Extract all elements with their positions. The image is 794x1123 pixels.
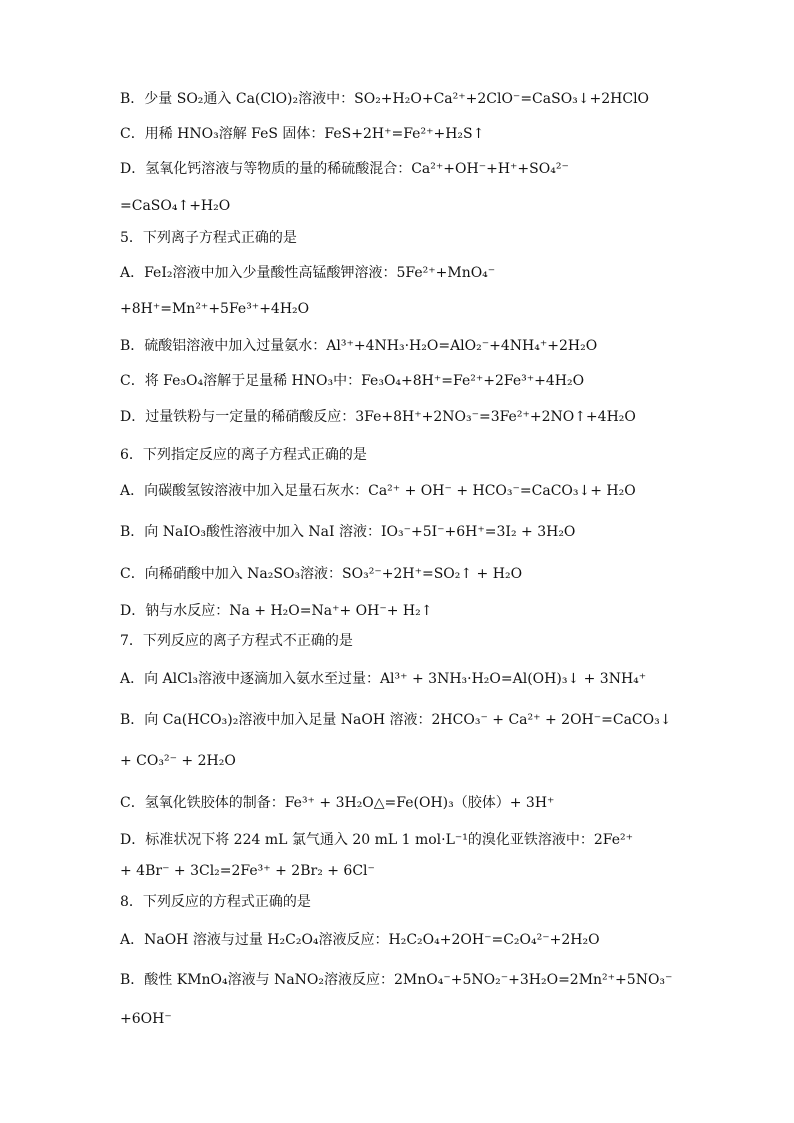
option-c-line: C．用稀 HNO₃溶解 FeS 固体：FeS+2H⁺=Fe²⁺+H₂S↑ (120, 126, 485, 142)
q8-option-b-continuation: +6OH⁻ (120, 1011, 172, 1027)
q7-option-b-continuation: + CO₃²⁻ + 2H₂O (120, 753, 236, 769)
q7-option-d-continuation: + 4Br⁻ + 3Cl₂=2Fe³⁺ + 2Br₂ + 6Cl⁻ (120, 863, 375, 879)
question-5-title: 5．下列离子方程式正确的是 (120, 230, 297, 246)
q8-option-a: A．NaOH 溶液与过量 H₂C₂O₄溶液反应：H₂C₂O₄+2OH⁻=C₂O₄²⁻+2H₂O (120, 932, 600, 948)
q5-option-c: C．将 Fe₃O₄溶解于足量稀 HNO₃中：Fe₃O₄+8H⁺=Fe²⁺+2Fe³⁺+4H₂O (120, 373, 585, 389)
q8-option-b: B．酸性 KMnO₄溶液与 NaNO₂溶液反应：2MnO₄⁻+5NO₂⁻+3H₂O=2Mn²⁺+5NO₃⁻ (120, 972, 673, 988)
option-b-line: B．少量 SO₂通入 Ca(ClO)₂溶液中：SO₂+H₂O+Ca²⁺+2ClO⁻=CaSO₃↓+2HClO (120, 91, 650, 107)
question-6-title: 6．下列指定反应的离子方程式正确的是 (120, 447, 367, 463)
q7-option-d: D．标准状况下将 224 mL 氯气通入 20 mL 1 mol·L⁻¹的溴化亚铁溶液中：2Fe²⁺ (120, 832, 634, 848)
q6-option-a: A．向碳酸氢铵溶液中加入足量石灰水：Ca²⁺ + OH⁻ + HCO₃⁻=CaCO₃↓+ H₂O (120, 483, 636, 499)
q5-option-d: D．过量铁粉与一定量的稀硝酸反应：3Fe+8H⁺+2NO₃⁻=3Fe²⁺+2NO↑+4H₂O (120, 409, 636, 425)
option-d-line: D．氢氧化钙溶液与等物质的量的稀硫酸混合：Ca²⁺+OH⁻+H⁺+SO₄²⁻ (120, 161, 569, 177)
q7-option-c: C．氢氧化铁胶体的制备：Fe³⁺ + 3H₂O△=Fe(OH)₃（胶体）+ 3H⁺ (120, 795, 555, 811)
q7-option-a: A．向 AlCl₃溶液中逐滴加入氨水至过量：Al³⁺ + 3NH₃·H₂O=Al(OH)₃↓ + 3NH₄⁺ (120, 671, 647, 687)
q7-option-b: B．向 Ca(HCO₃)₂溶液中加入足量 NaOH 溶液：2HCO₃⁻ + Ca²⁺ + 2OH⁻=CaCO₃↓ (120, 712, 672, 728)
q5-option-a: A．FeI₂溶液中加入少量酸性高锰酸钾溶液：5Fe²⁺+MnO₄⁻ (120, 265, 496, 281)
q5-option-a-continuation: +8H⁺=Mn²⁺+5Fe³⁺+4H₂O (120, 301, 310, 317)
option-d-continuation: =CaSO₄↑+H₂O (120, 198, 231, 214)
question-7-title: 7．下列反应的离子方程式不正确的是 (120, 633, 353, 649)
q5-option-b: B．硫酸铝溶液中加入过量氨水：Al³⁺+4NH₃·H₂O=AlO₂⁻+4NH₄⁺+2H₂O (120, 338, 598, 354)
q6-option-b: B．向 NaIO₃酸性溶液中加入 NaI 溶液：IO₃⁻+5I⁻+6H⁺=3I₂ + 3H₂O (120, 524, 576, 540)
q6-option-c: C．向稀硝酸中加入 Na₂SO₃溶液：SO₃²⁻+2H⁺=SO₂↑ + H₂O (120, 566, 523, 582)
q6-option-d: D．钠与水反应：Na + H₂O=Na⁺+ OH⁻+ H₂↑ (120, 603, 433, 619)
question-8-title: 8．下列反应的方程式正确的是 (120, 894, 311, 910)
